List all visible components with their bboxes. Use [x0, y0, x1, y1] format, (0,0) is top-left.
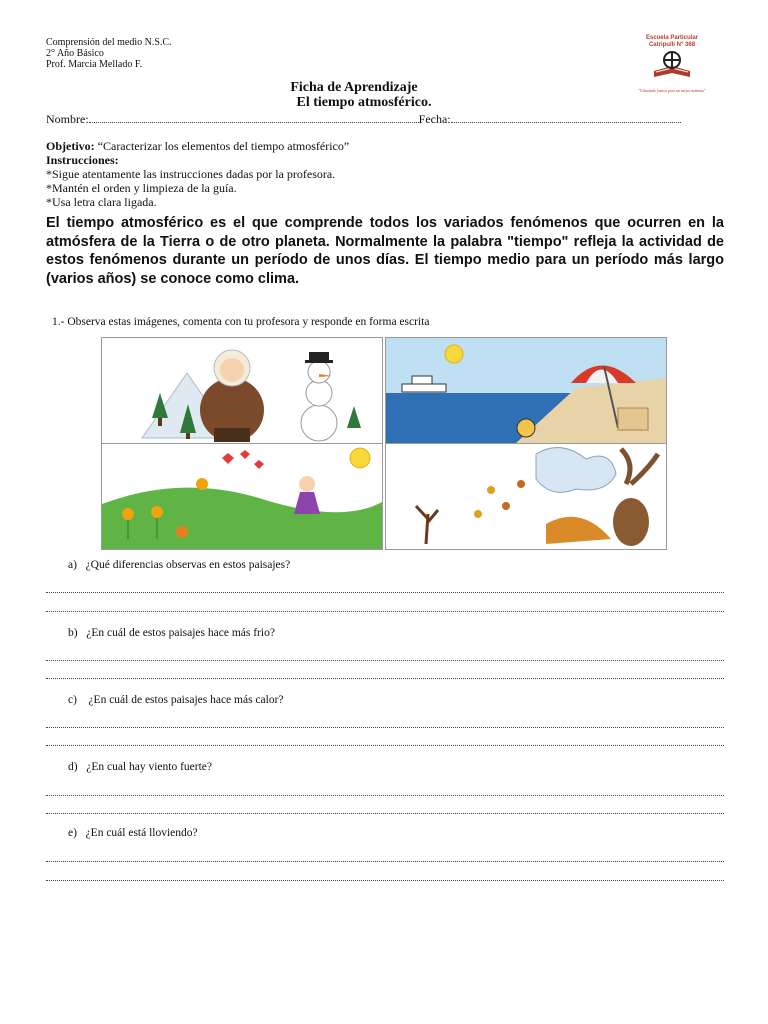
autumn-wind-image — [385, 443, 667, 550]
instructions-label: Instrucciones: — [46, 153, 119, 167]
question-d — [68, 761, 212, 773]
logo-school-number: Catripulli N° 368 — [648, 42, 696, 48]
answer-line[interactable] — [46, 880, 724, 881]
question-text: ¿En cuál de estos paisajes hace más frio? — [86, 627, 275, 639]
name-label: Nombre: — [46, 112, 89, 126]
answer-line[interactable] — [46, 592, 724, 593]
question-letter: c) — [68, 694, 77, 706]
objective-text: “Caracterizar los elementos del tiempo atmosférico” — [97, 139, 350, 153]
question-text: ¿En cuál de estos paisajes hace más calor? — [85, 694, 284, 706]
school-crest-icon — [650, 49, 694, 83]
date-field[interactable] — [451, 122, 681, 123]
name-field[interactable] — [89, 122, 419, 123]
instruction-item: *Sigue atentamente las instrucciones dadas por la profesora. — [46, 167, 336, 181]
date-label: Fecha: — [418, 112, 451, 126]
logo-school-name: Escuela Particular — [645, 35, 699, 41]
question-letter: a) — [68, 559, 77, 571]
exercise-1-instruction: 1.- Observa estas imágenes, comenta con tu profesora y responde en forma escrita — [52, 316, 430, 328]
question-letter: d) — [68, 761, 78, 773]
question-letter: b) — [68, 627, 78, 639]
instructions — [46, 153, 335, 209]
instruction-item: *Usa letra clara ligada. — [46, 195, 157, 209]
header-subject: Comprensión del medio N.S.C. — [46, 37, 172, 48]
question-text: ¿Qué diferencias observas en estos paisajes? — [85, 559, 291, 571]
question-letter: e) — [68, 827, 77, 839]
logo-motto: "Educando juntos para un mejor mañana" — [638, 88, 706, 93]
objective — [46, 139, 349, 154]
spring-meadow-image — [101, 443, 383, 550]
question-b — [68, 627, 275, 639]
question-text: ¿En cual hay viento fuerte? — [86, 761, 213, 773]
question-text: ¿En cuál está lloviendo? — [85, 827, 198, 839]
answer-line[interactable] — [46, 813, 724, 814]
question-c — [68, 694, 284, 706]
answer-line[interactable] — [46, 861, 724, 862]
answer-line[interactable] — [46, 795, 724, 796]
instruction-item: *Mantén el orden y limpieza de la guía. — [46, 181, 237, 195]
worksheet-subtitle: El tiempo atmosférico. — [296, 95, 432, 110]
intro-paragraph: El tiempo atmosférico es el que comprende todos los variados fenómenos que ocurren en la atmósfera de la Tierra o de otro planeta. Normalmente la palabra "tiempo" refleja la actividad de estos fenómenos durante un período de unos días. El tiempo medio para un período más largo (varios años) se conoce como clima. — [46, 215, 724, 287]
winter-landscape-image — [101, 337, 383, 444]
answer-line[interactable] — [46, 678, 724, 679]
header-teacher: Prof. Marcia Mellado F. — [46, 59, 143, 70]
summer-beach-image — [385, 337, 667, 444]
header-grade: 2° Año Básico — [46, 48, 104, 59]
worksheet-title: Ficha de Aprendizaje — [290, 80, 418, 95]
answer-line[interactable] — [46, 611, 724, 612]
answer-line[interactable] — [46, 660, 724, 661]
question-e — [68, 827, 198, 839]
name-date-line — [46, 112, 681, 127]
answer-line[interactable] — [46, 745, 724, 746]
objective-label: Objetivo: — [46, 139, 95, 153]
question-a — [68, 559, 290, 571]
answer-line[interactable] — [46, 727, 724, 728]
header-info — [46, 37, 172, 70]
